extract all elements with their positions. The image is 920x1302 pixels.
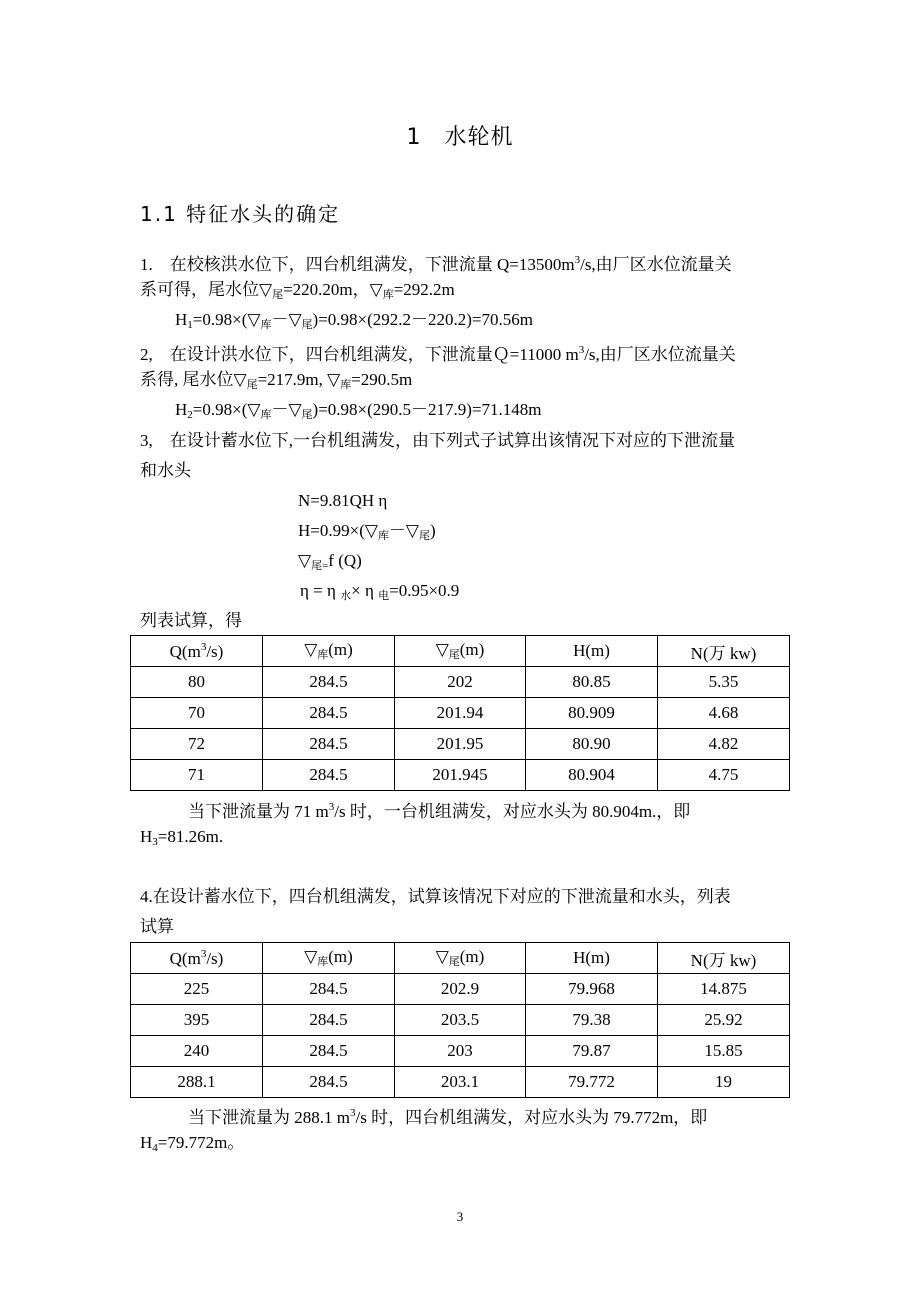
- table-cell: 19: [658, 1067, 790, 1098]
- table-row: [131, 760, 790, 791]
- table-cell: 201.945: [395, 760, 526, 791]
- table-trial-one-unit: [130, 635, 790, 791]
- table-cell: 80.909: [526, 698, 658, 729]
- table-cell: 288.1: [131, 1067, 263, 1098]
- chapter-title: 1 水轮机: [406, 125, 514, 150]
- table-cell: 395: [131, 1005, 263, 1036]
- header-tailwater-level: $▽_尾(m)$: [395, 636, 526, 667]
- table-cell: 25.92: [658, 1005, 790, 1036]
- table-cell: 201.94: [395, 698, 526, 729]
- table1-intro: 列表试算，得: [140, 611, 242, 630]
- table-row: [131, 1067, 790, 1098]
- table-cell: 284.5: [263, 974, 395, 1005]
- table-row: [131, 974, 790, 1005]
- result3-line1: 当下泄流量为 71 $m^3/s$ 时，一台机组满发，对应水头为 80.904m.，即: [188, 801, 691, 821]
- header-power: N(万 kw): [658, 636, 790, 667]
- item2-line1: 2, 在设计洪水位下，四台机组满发，下泄流量Ｑ=11000 $m^3/s$,由厂区水位流量关: [140, 344, 736, 364]
- table-trial-four-units: [130, 942, 790, 1098]
- result4-line1: 当下泄流量为 288.1 $m^3/s$ 时，四台机组满发，对应水头为 79.772m，即: [188, 1107, 708, 1127]
- table-row: [131, 698, 790, 729]
- table-cell: 202.9: [395, 974, 526, 1005]
- table-cell: 203.1: [395, 1067, 526, 1098]
- header-power: N(万 kw): [658, 943, 790, 974]
- header-head: H(m): [526, 943, 658, 974]
- item3-line2: 和水头: [140, 461, 191, 480]
- table-cell: 225: [131, 974, 263, 1005]
- table-row: [131, 667, 790, 698]
- table-cell: 79.772: [526, 1067, 658, 1098]
- header-reservoir-level: $▽_库(m)$: [263, 943, 395, 974]
- table-cell: 71: [131, 760, 263, 791]
- table-cell: 80: [131, 667, 263, 698]
- table-cell: 79.38: [526, 1005, 658, 1036]
- table-cell: 240: [131, 1036, 263, 1067]
- table-header-row: [131, 636, 790, 667]
- table-cell: 284.5: [263, 1005, 395, 1036]
- item1-h1-formula: $H_1=0.98\times(▽_库-▽_尾)=0.98\times(292.2-220.2)=70.56m$: [175, 310, 533, 331]
- formula-head: $H=0.99\times(▽_库-▽_尾)$: [298, 521, 436, 542]
- table-cell: 14.875: [658, 974, 790, 1005]
- table-row: [131, 1036, 790, 1067]
- table-cell: 72: [131, 729, 263, 760]
- formula-efficiency: η = η $_水$× η $_电$=0.95×0.9: [300, 581, 460, 602]
- section-title: 1.1 特征水头的确定: [140, 202, 341, 226]
- table-cell: 284.5: [263, 1067, 395, 1098]
- item4-line2: 试算: [140, 917, 174, 936]
- item4-line1: 4.在设计蓄水位下，四台机组满发，试算该情况下对应的下泄流量和水头，列表: [140, 887, 731, 906]
- table-cell: 5.35: [658, 667, 790, 698]
- table-cell: 79.87: [526, 1036, 658, 1067]
- table-row: [131, 729, 790, 760]
- table-cell: 284.5: [263, 1036, 395, 1067]
- table-cell: 284.5: [263, 760, 395, 791]
- table-cell: 80.90: [526, 729, 658, 760]
- table-cell: 202: [395, 667, 526, 698]
- table-cell: 203.5: [395, 1005, 526, 1036]
- table-cell: 4.75: [658, 760, 790, 791]
- table-cell: 79.968: [526, 974, 658, 1005]
- formula-tailwater: $▽_{尾=}f$ (Q): [298, 551, 362, 572]
- header-reservoir-level: $▽_库(m)$: [263, 636, 395, 667]
- table-cell: 284.5: [263, 729, 395, 760]
- item1-line1: 1. 在校核洪水位下，四台机组满发，下泄流量 $Q=13500m^3/s$,由厂区水位流量关: [140, 254, 732, 274]
- header-tailwater-level: $▽_尾(m)$: [395, 943, 526, 974]
- table-cell: 4.82: [658, 729, 790, 760]
- table-cell: 201.95: [395, 729, 526, 760]
- table-cell: 4.68: [658, 698, 790, 729]
- header-q: $Q(m^3/s)$: [131, 636, 263, 667]
- result3-line2: $H_3=81.26m$.: [140, 827, 224, 848]
- item3-line1: 3, 在设计蓄水位下,一台机组满发，由下列式子试算出该情况下对应的下泄流量: [140, 431, 735, 450]
- table-cell: 80.904: [526, 760, 658, 791]
- table-cell: 284.5: [263, 667, 395, 698]
- table-row: [131, 1005, 790, 1036]
- page-number: 3: [456, 1209, 464, 1224]
- item2-line2: 系得, 尾水位$▽_尾=217.9m$, $▽_库=290.5m$: [140, 370, 413, 391]
- item2-h2-formula: $H_2=0.98\times(▽_库-▽_尾)=0.98\times(290.5-217.9)=71.148m$: [175, 400, 542, 421]
- table-header-row: [131, 943, 790, 974]
- result4-line2: $H_4=79.772m$。: [140, 1133, 245, 1154]
- table-cell: 203: [395, 1036, 526, 1067]
- formula-power: N=9.81QH η: [298, 491, 388, 510]
- table-cell: 80.85: [526, 667, 658, 698]
- header-q: $Q(m^3/s)$: [131, 943, 263, 974]
- table-cell: 284.5: [263, 698, 395, 729]
- header-head: H(m): [526, 636, 658, 667]
- item1-line2: 系可得，尾水位$▽_尾=220.20m$，$▽_库=292.2m$: [140, 280, 455, 301]
- table-cell: 70: [131, 698, 263, 729]
- table-cell: 15.85: [658, 1036, 790, 1067]
